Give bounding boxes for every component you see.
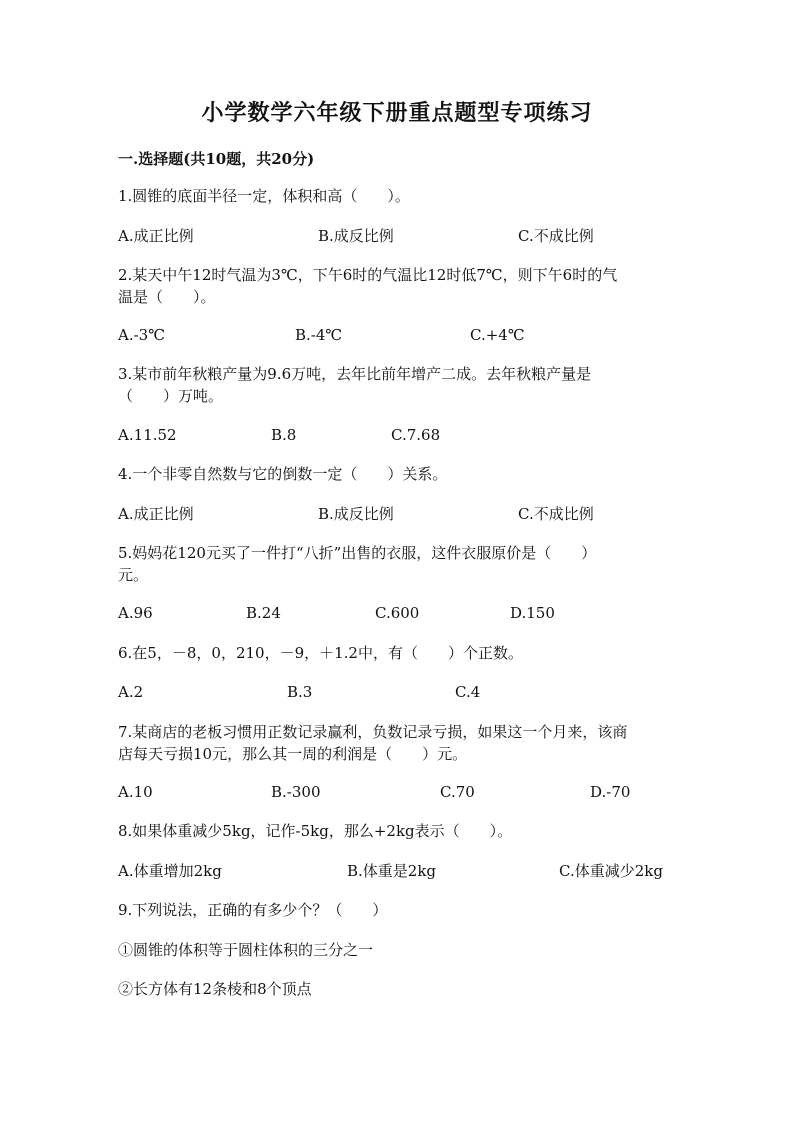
- question-9-text: 9.下列说法，正确的有多少个？（ ）: [118, 901, 388, 919]
- question-4-option-a: A.成正比例: [118, 505, 194, 523]
- question-1-option-b: B.成反比例: [318, 227, 394, 245]
- question-7-option-c: C.70: [440, 783, 475, 801]
- question-3-option-b: B.8: [271, 426, 297, 444]
- question-6-option-a: A.2: [118, 683, 144, 701]
- question-6-text: 6.在5，－8，0，210，－9，＋1.2中，有（ ）个正数。: [118, 644, 523, 662]
- question-3-option-a: A.11.52: [118, 426, 177, 444]
- question-5-option-b: B.24: [246, 604, 281, 622]
- question-4-text: 4.一个非零自然数与它的倒数一定（ ）关系。: [118, 465, 448, 483]
- question-7-text-line1: 7.某商店的老板习惯用正数记录赢利，负数记录亏损，如果这一个月来，该商: [118, 723, 628, 741]
- question-2-text-line1: 2.某天中午12时气温为3℃，下午6时的气温比12时低7℃，则下午6时的气: [118, 266, 618, 284]
- question-7-text-line2: 店每天亏损10元，那么其一周的利润是（ ）元。: [118, 745, 468, 763]
- question-4-option-c: C.不成比例: [518, 505, 594, 523]
- question-1-option-a: A.成正比例: [118, 227, 194, 245]
- question-8-text: 8.如果体重减少5kg，记作-5kg，那么+2kg表示（ ）。: [118, 822, 513, 840]
- question-5-option-a: A.96: [118, 604, 153, 622]
- question-5-text-line2: 元。: [118, 566, 149, 584]
- question-1-option-c: C.不成比例: [518, 227, 594, 245]
- question-3-text-line2: （ ）万吨。: [118, 387, 224, 405]
- question-4-option-b: B.成反比例: [318, 505, 394, 523]
- question-7-option-b: B.-300: [271, 783, 321, 801]
- question-2-option-c: C.+4℃: [470, 326, 525, 344]
- question-3-option-c: C.7.68: [391, 426, 441, 444]
- question-6-option-b: B.3: [287, 683, 313, 701]
- question-2-option-a: A.-3℃: [118, 326, 165, 344]
- question-5-option-c: C.600: [375, 604, 420, 622]
- question-5-text-line1: 5.妈妈花120元买了一件打“八折”出售的衣服，这件衣服原价是（ ）: [118, 544, 597, 562]
- question-9-statement-2: ②长方体有12条棱和8个顶点: [118, 980, 312, 998]
- question-5-option-d: D.150: [510, 604, 555, 622]
- question-1-text: 1.圆锥的底面半径一定，体积和高（ ）。: [118, 187, 410, 205]
- question-6-option-c: C.4: [455, 683, 481, 701]
- question-7-option-a: A.10: [118, 783, 153, 801]
- question-8-option-c: C.体重减少2kg: [559, 862, 663, 880]
- section-heading: 一.选择题(共10题，共20分): [118, 150, 315, 168]
- question-3-text-line1: 3.某市前年秋粮产量为9.6万吨，去年比前年增产二成。去年秋粮产量是: [118, 365, 592, 383]
- question-2-option-b: B.-4℃: [295, 326, 343, 344]
- question-8-option-a: A.体重增加2kg: [118, 862, 222, 880]
- page-title: 小学数学六年级下册重点题型专项练习: [201, 100, 593, 126]
- question-8-option-b: B.体重是2kg: [347, 862, 437, 880]
- question-9-statement-1: ①圆锥的体积等于圆柱体积的三分之一: [118, 941, 374, 959]
- question-2-text-line2: 温是（ ）。: [118, 288, 216, 306]
- question-7-option-d: D.-70: [590, 783, 631, 801]
